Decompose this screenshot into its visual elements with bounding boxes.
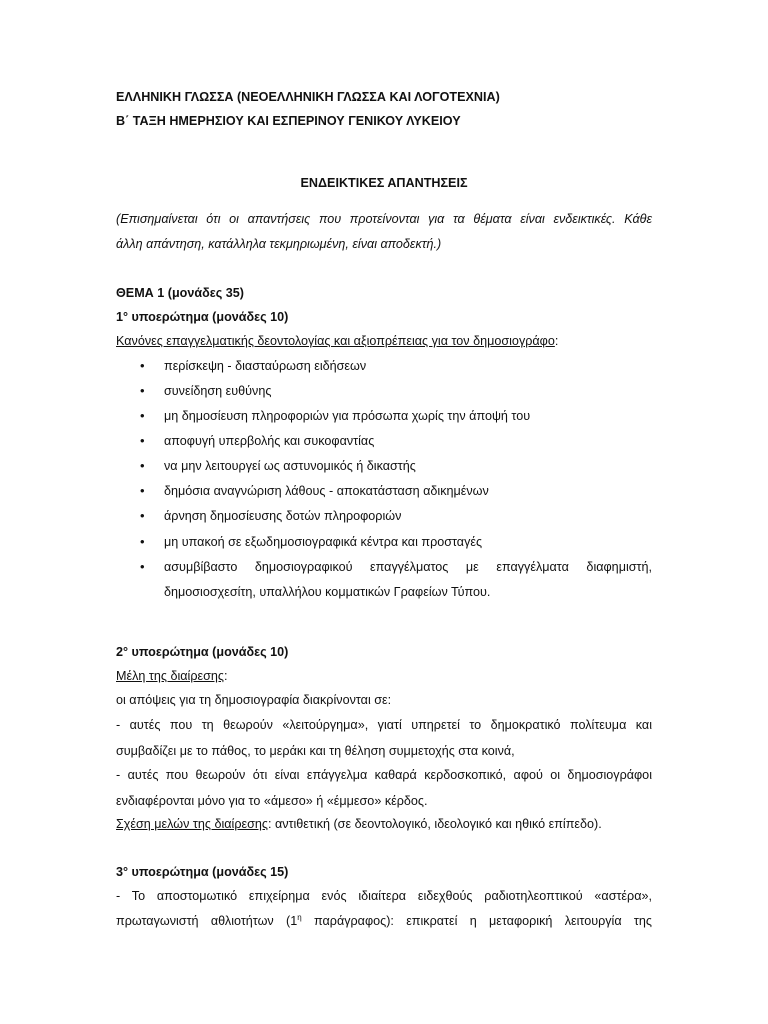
q2-p2-line1: - αυτές που θεωρούν ότι είναι επάγγελμα καθαρά κερδοσκοπικό, αφού οι δημοσιογράφοι — [116, 768, 652, 782]
q3-p1-line2-a: πρωταγωνιστή αθλιοτήτων (1 — [116, 914, 298, 928]
q2-p2-line2: ενδιαφέρονται μόνο για το «άμεσο» ή «έμμεσο» κέρδος. — [116, 794, 428, 808]
header-line-2: Β΄ ΤΑΞΗ ΗΜΕΡΗΣΙΟΥ ΚΑΙ ΕΣΠΕΡΙΝΟΥ ΓΕΝΙΚΟΥ ΛΥΚΕΙΟΥ — [116, 114, 461, 128]
note-line-1: (Επισημαίνεται ότι οι απαντήσεις που προτείνονται για τα θέματα είναι ενδεικτικές. Κάθε — [116, 212, 652, 226]
bullet-icon: • — [140, 559, 145, 574]
bullet-icon: • — [140, 383, 145, 398]
doc-title: ΕΝΔΕΙΚΤΙΚΕΣ ΑΠΑΝΤΗΣΕΙΣ — [300, 176, 468, 190]
bullet-text: δημοσιοσχεσίτη, υπαλλήλου κομματικών Γραφείων Τύπου. — [164, 585, 491, 599]
bullet-text: μη υπακοή σε εξωδημοσιογραφικά κέντρα και προσταγές — [164, 535, 483, 549]
header-line-1: ΕΛΛΗΝΙΚΗ ΓΛΩΣΣΑ (ΝΕΟΕΛΛΗΝΙΚΗ ΓΛΩΣΣΑ ΚΑΙ ΛΟΓΟΤΕΧΝΙΑ) — [116, 90, 500, 104]
q3-p1-line1: - Το αποστομωτικό επιχείρημα ενός ιδιαίτερα ειδεχθούς ραδιοτηλεοπτικού «αστέρα», — [116, 889, 652, 903]
bullet-icon: • — [140, 433, 145, 448]
bullet-text: άρνηση δημοσίευσης δοτών πληροφοριών — [164, 509, 402, 523]
q1-heading — [116, 332, 652, 350]
q2-members-suffix: : — [223, 669, 228, 683]
q2-intro: οι απόψεις για τη δημοσιογραφία διακρίνονται σε: — [116, 693, 392, 707]
note-line-2: άλλη απάντηση, κατάλληλα τεκμηριωμένη, είναι αποδεκτή.) — [116, 237, 442, 251]
q2-p1-line1: - αυτές που τη θεωρούν «λειτούργημα», γιατί υπηρετεί το δημοκρατικό πολίτευμα και — [116, 718, 652, 732]
q3-p1-line2-b: παράγραφος): επικρατεί η μεταφορική λειτουργία της — [301, 914, 652, 928]
q2-members-label: Μέλη της διαίρεσης — [116, 669, 224, 683]
q2-relation-label: Σχέση μελών της διαίρεσης — [116, 817, 268, 831]
bullet-icon: • — [140, 458, 145, 473]
q2-p1-line2: συμβαδίζει με το πάθος, το μεράκι και τη θέληση συμμετοχής στα κοινά, — [116, 744, 515, 758]
bullet-text: συνείδηση ευθύνης — [164, 384, 272, 398]
theme1-title: ΘΕΜΑ 1 (μονάδες 35) — [116, 286, 244, 300]
bullet-icon: • — [140, 358, 145, 373]
bullet-text: ασυμβίβαστο δημοσιογραφικού επαγγέλματος με επαγγέλματα διαφημιστή, — [164, 560, 652, 574]
q2-relation-text: : αντιθετική (σε δεοντολογικό, ιδεολογικό και ηθικό επίπεδο). — [267, 817, 602, 831]
q1-heading-suffix: : — [554, 334, 559, 348]
bullet-icon: • — [140, 483, 145, 498]
bullet-icon: • — [140, 408, 145, 423]
q3-superscript: η — [297, 912, 302, 922]
bullet-text: περίσκεψη - διασταύρωση ειδήσεων — [164, 359, 367, 373]
q1-title: 1° υποερώτημα (μονάδες 10) — [116, 310, 289, 324]
q1-heading-text: Κανόνες επαγγελματικής δεοντολογίας και αξιοπρέπειας για τον δημοσιογράφο — [116, 334, 555, 348]
bullet-text: μη δημοσίευση πληροφοριών για πρόσωπα χωρίς την άποψή του — [164, 409, 531, 423]
q2-title: 2° υποερώτημα (μονάδες 10) — [116, 645, 289, 659]
q2-relation — [116, 815, 652, 833]
bullet-text: αποφυγή υπερβολής και συκοφαντίας — [164, 434, 375, 448]
bullet-text: να μην λειτουργεί ως αστυνομικός ή δικαστής — [164, 459, 416, 473]
q2-members — [116, 667, 652, 685]
q3-title: 3° υποερώτημα (μονάδες 15) — [116, 865, 289, 879]
bullet-text: δημόσια αναγνώριση λάθους - αποκατάσταση αδικημένων — [164, 484, 489, 498]
bullet-icon: • — [140, 534, 145, 549]
bullet-icon: • — [140, 508, 145, 523]
q3-p1-line2 — [116, 912, 652, 930]
